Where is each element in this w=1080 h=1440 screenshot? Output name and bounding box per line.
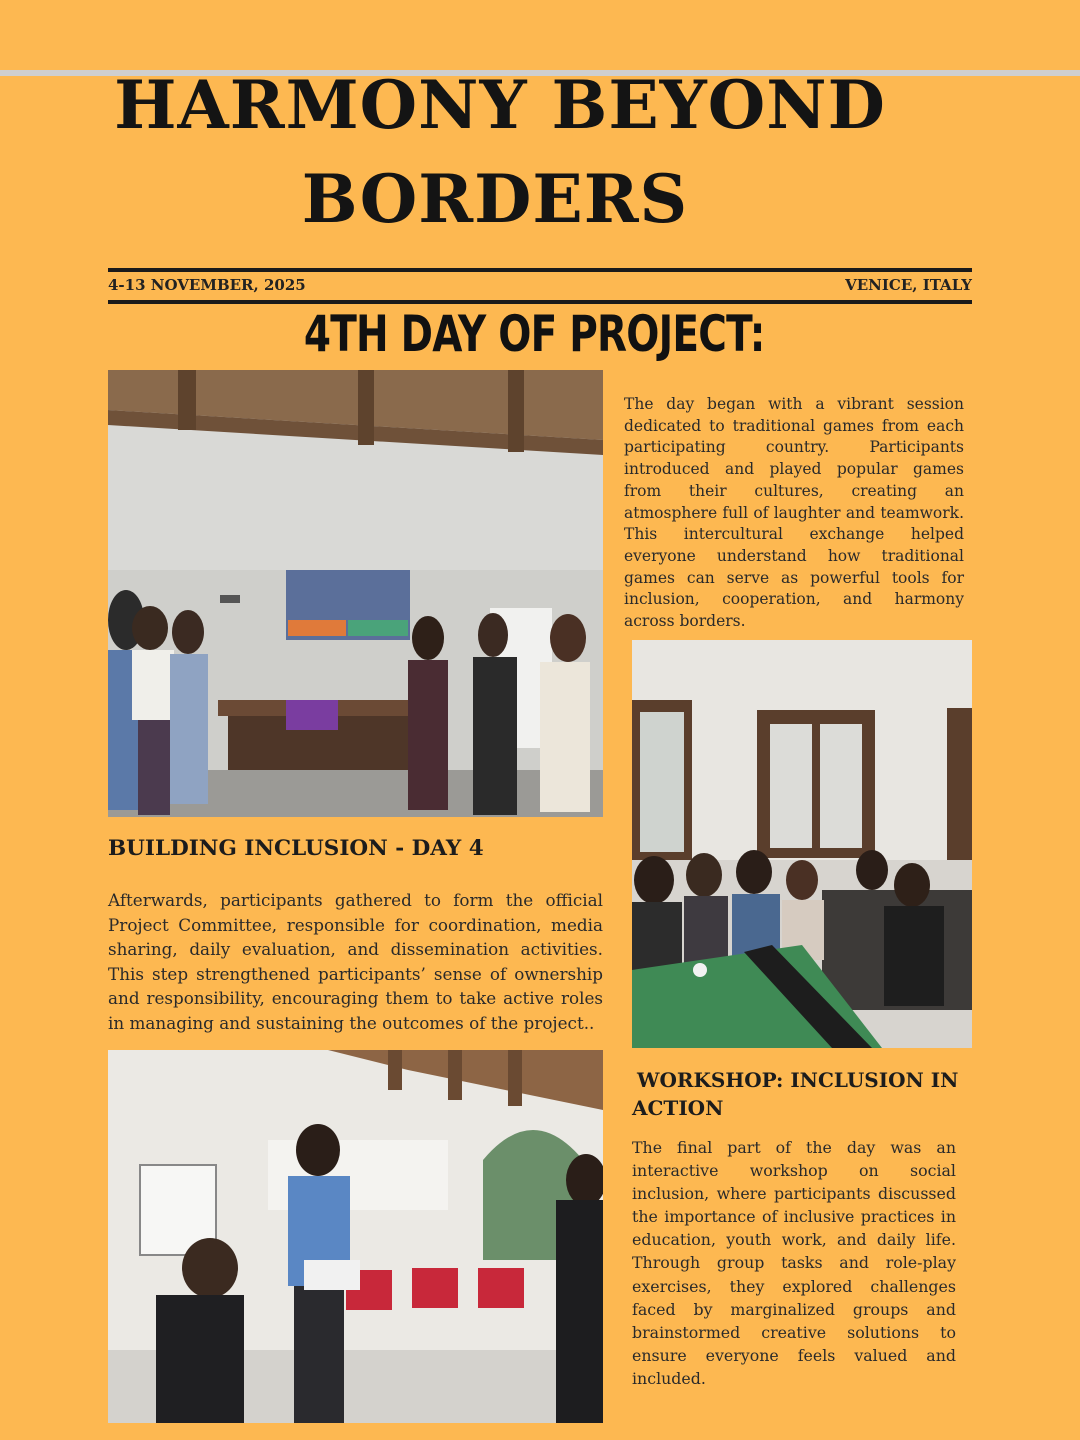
photo-traditional-games: [632, 640, 972, 1048]
newsletter-title-line-1: HARMONY BEYOND: [114, 66, 886, 144]
workshop-heading-line-2: ACTION: [632, 1096, 724, 1120]
workshop-heading-line-1: WORKSHOP: INCLUSION IN: [637, 1068, 959, 1092]
workshop-paragraph: The final part of the day was an interactive workshop on social inclusion, where participants discussed the importance of inclusive practices in education, youth work, and daily life. Through group tasks and role-play exercises, they explored challenges faced by marginalized groups and brainstormed creative solutions to ensure everyone feels valued and included.: [632, 1138, 956, 1388]
building-inclusion-paragraph: Afterwards, participants gathered to form the official Project Committee, responsible for coordination, media sharing, daily evaluation, and dissemination activities. This step strengthened participants’ sense of ownership and responsibility, encouraging them to take active roles in managing and sustaining the outcomes of the project..: [108, 890, 603, 1033]
day-heading: 4TH DAY OF PROJECT:: [303, 305, 765, 363]
dateline-top-rule: [108, 268, 972, 272]
newsletter-title-line-2: BORDERS: [301, 160, 689, 238]
location-label: VENICE, ITALY: [845, 276, 972, 294]
photo-presentation-session: [108, 370, 603, 817]
photo-workshop: [108, 1050, 603, 1423]
dateline-bottom-rule: [108, 300, 972, 304]
intro-paragraph: The day began with a vibrant session dedicated to traditional games from each participating country. Participants introduced and played popular games from their cultures, creating an atmosphere full of laughter and teamwork. This intercultural exchange helped everyone understand how traditional games can serve as powerful tools for inclusion, cooperation, and harmony across borders.: [624, 395, 964, 631]
building-inclusion-heading: BUILDING INCLUSION - DAY 4: [108, 836, 484, 861]
date-label: 4-13 NOVEMBER, 2025: [108, 276, 306, 294]
